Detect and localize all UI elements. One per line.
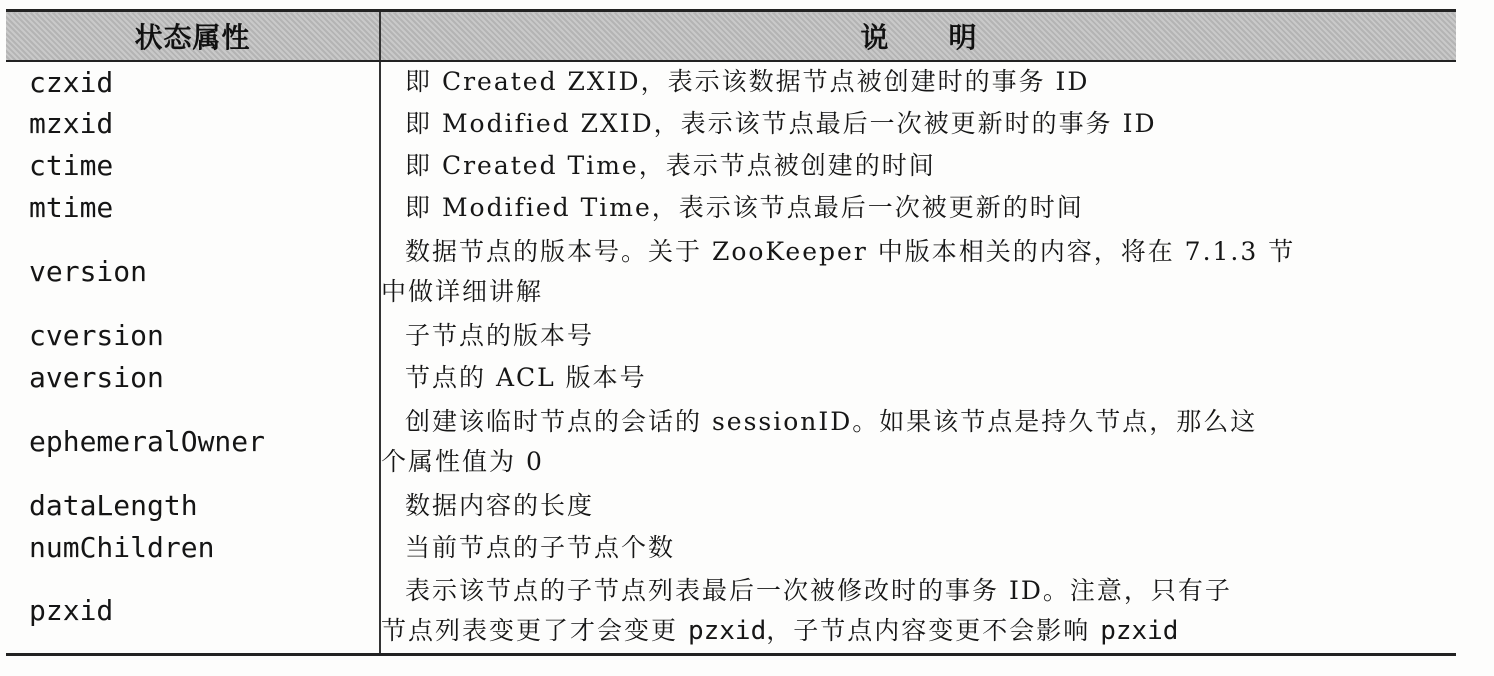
attribute-name: dataLength — [6, 485, 380, 527]
table-row — [6, 145, 1456, 187]
attribute-description: 子节点的版本号 — [405, 320, 595, 350]
table-row — [6, 357, 1456, 399]
attribute-description: 当前节点的子节点个数 — [405, 532, 676, 562]
table-row — [6, 315, 1456, 357]
table-row — [6, 569, 1456, 655]
attribute-name: mzxid — [6, 103, 380, 145]
header-description: 说明 — [380, 11, 1456, 61]
attribute-description — [380, 229, 1456, 315]
attribute-description — [380, 399, 1456, 485]
attribute-description: 即 Modified ZXID，表示该节点最后一次被更新时的事务 ID — [405, 108, 1157, 138]
attribute-description: 即 Created ZXID，表示该数据节点被创建时的事务 ID — [405, 67, 1090, 96]
table-row — [6, 229, 1456, 315]
table-row — [6, 527, 1456, 569]
attribute-name: cversion — [6, 315, 380, 357]
attribute-name: ephemeralOwner — [6, 399, 380, 485]
attribute-name: pzxid — [6, 569, 380, 655]
attribute-description: 数据内容的长度 — [405, 490, 595, 520]
attribute-name: aversion — [6, 357, 380, 399]
attribute-name: mtime — [6, 187, 380, 229]
zookeeper-stat-attributes-table — [6, 9, 1456, 656]
attribute-name: numChildren — [6, 527, 380, 569]
description-line-2: 中做详细讲解 — [381, 276, 544, 306]
header-attribute: 状态属性 — [6, 11, 380, 61]
description-text: 节点列表变更了才会变更 — [381, 615, 688, 645]
attribute-name: czxid — [6, 61, 380, 103]
table-header-row — [6, 11, 1456, 61]
table-row — [6, 103, 1456, 145]
description-line-2: 个属性值为 0 — [381, 446, 544, 476]
table-row — [6, 61, 1456, 103]
attribute-description: 即 Modified Time，表示该节点最后一次被更新的时间 — [405, 192, 1084, 222]
code-pzxid: pzxid — [1100, 615, 1179, 646]
attribute-description: 节点的 ACL 版本号 — [405, 362, 647, 392]
table-row — [6, 485, 1456, 527]
attribute-description — [380, 569, 1456, 655]
description-line-1: 表示该节点的子节点列表最后一次被修改时的事务 ID。注意，只有子 — [405, 575, 1232, 605]
description-text: ，子节点内容变更不会影响 — [766, 615, 1101, 645]
table-row — [6, 399, 1456, 485]
attribute-description: 即 Created Time，表示节点被创建的时间 — [405, 150, 936, 180]
attribute-name: ctime — [6, 145, 380, 187]
description-line-1: 数据节点的版本号。关于 ZooKeeper 中版本相关的内容，将在 7.1.3 节 — [405, 236, 1296, 266]
description-line-1: 创建该临时节点的会话的 sessionID。如果该节点是持久节点，那么这 — [405, 406, 1258, 436]
code-pzxid: pzxid — [687, 615, 767, 646]
table-row — [6, 187, 1456, 229]
attribute-name: version — [6, 229, 380, 315]
description-line-2 — [381, 611, 1444, 651]
